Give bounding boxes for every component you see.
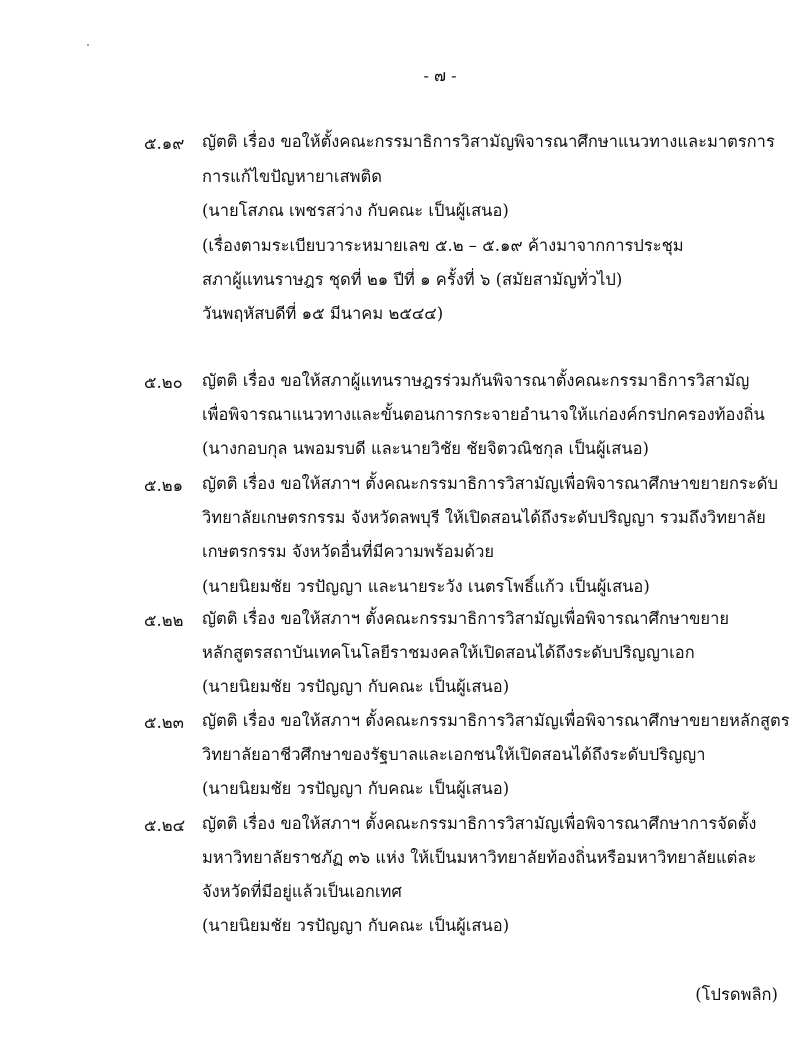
item-number: ๕.๒๔ bbox=[144, 816, 186, 835]
item-line: วิทยาลัยเกษตรกรรม จังหวัดลพบุรี ให้เปิดสอนได้ถึงระดับปริญญา รวมถึงวิทยาลัย bbox=[202, 508, 766, 527]
item-line: วันพฤหัสบดีที่ ๑๕ มีนาคม ๒๕๔๔) bbox=[202, 304, 444, 323]
page-number: - ๗ - bbox=[423, 66, 457, 85]
item-line: ญัตติ เรื่อง ขอให้ตั้งคณะกรรมาธิการวิสามัญพิจารณาศึกษาแนวทางและมาตรการ bbox=[202, 132, 775, 151]
scan-speck bbox=[87, 44, 89, 46]
item-number: ๕.๑๙ bbox=[144, 134, 185, 153]
item-number: ๕.๒๑ bbox=[144, 476, 184, 495]
item-line: หลักสูตรสถาบันเทคโนโลยีราชมงคลให้เปิดสอนได้ถึงระดับปริญญาเอก bbox=[202, 643, 695, 662]
item-line: ญัตติ เรื่อง ขอให้สภาฯ ตั้งคณะกรรมาธิการวิสามัญเพื่อพิจารณาศึกษาขยายหลักสูตร bbox=[202, 711, 790, 730]
item-line: (นายนิยมชัย วรปัญญา กับคณะ เป็นผู้เสนอ) bbox=[202, 916, 510, 935]
item-line: วิทยาลัยอาชีวศึกษาของรัฐบาลและเอกชนให้เปิดสอนได้ถึงระดับปริญญา bbox=[202, 745, 706, 764]
item-line: ญัตติ เรื่อง ขอให้สภาฯ ตั้งคณะกรรมาธิการวิสามัญเพื่อพิจารณาศึกษาการจัดตั้ง bbox=[202, 814, 757, 833]
item-line: (นายโสภณ เพชรสว่าง กับคณะ เป็นผู้เสนอ) bbox=[202, 201, 509, 220]
item-line: จังหวัดที่มีอยู่แล้วเป็นเอกเทศ bbox=[202, 882, 402, 901]
item-line: (เรื่องตามระเบียบวาระหมายเลข ๕.๒ – ๕.๑๙ ค้างมาจากการประชุม bbox=[202, 236, 684, 255]
item-number: ๕.๒๒ bbox=[144, 611, 184, 630]
item-number: ๕.๒๐ bbox=[144, 373, 183, 392]
item-line: มหาวิทยาลัยราชภัฏ ๓๖ แห่ง ให้เป็นมหาวิทยาลัยท้องถิ่นหรือมหาวิทยาลัยแต่ละ bbox=[202, 848, 757, 867]
item-line: เพื่อพิจารณาแนวทางและขั้นตอนการกระจายอำนาจให้แก่องค์กรปกครองท้องถิ่น bbox=[202, 405, 765, 424]
item-line: สภาผู้แทนราษฎร ชุดที่ ๒๑ ปีที่ ๑ ครั้งที่ ๖ (สมัยสามัญทั่วไป) bbox=[202, 270, 623, 289]
item-line: ญัตติ เรื่อง ขอให้สภาผู้แทนราษฎรร่วมกันพิจารณาตั้งคณะกรรมาธิการวิสามัญ bbox=[202, 371, 750, 390]
item-line: (นายนิยมชัย วรปัญญา และนายระวัง เนตรโพธิ์แก้ว เป็นผู้เสนอ) bbox=[202, 577, 650, 596]
item-line: (นายนิยมชัย วรปัญญา กับคณะ เป็นผู้เสนอ) bbox=[202, 677, 510, 696]
item-number: ๕.๒๓ bbox=[144, 713, 184, 732]
item-line: ญัตติ เรื่อง ขอให้สภาฯ ตั้งคณะกรรมาธิการวิสามัญเพื่อพิจารณาศึกษาขยายกระดับ bbox=[202, 474, 778, 493]
item-line: การแก้ไขปัญหายาเสพติด bbox=[202, 167, 382, 186]
item-line: เกษตรกรรม จังหวัดอื่นที่มีความพร้อมด้วย bbox=[202, 542, 495, 561]
item-line: (นายนิยมชัย วรปัญญา กับคณะ เป็นผู้เสนอ) bbox=[202, 779, 510, 798]
item-line: (นางกอบกุล นพอมรบดี และนายวิชัย ชัยจิตวณิชกุล เป็นผู้เสนอ) bbox=[202, 439, 649, 458]
item-line: ญัตติ เรื่อง ขอให้สภาฯ ตั้งคณะกรรมาธิการวิสามัญเพื่อพิจารณาศึกษาขยาย bbox=[202, 609, 730, 628]
please-turn-over-note: (โปรดพลิก) bbox=[695, 985, 778, 1004]
